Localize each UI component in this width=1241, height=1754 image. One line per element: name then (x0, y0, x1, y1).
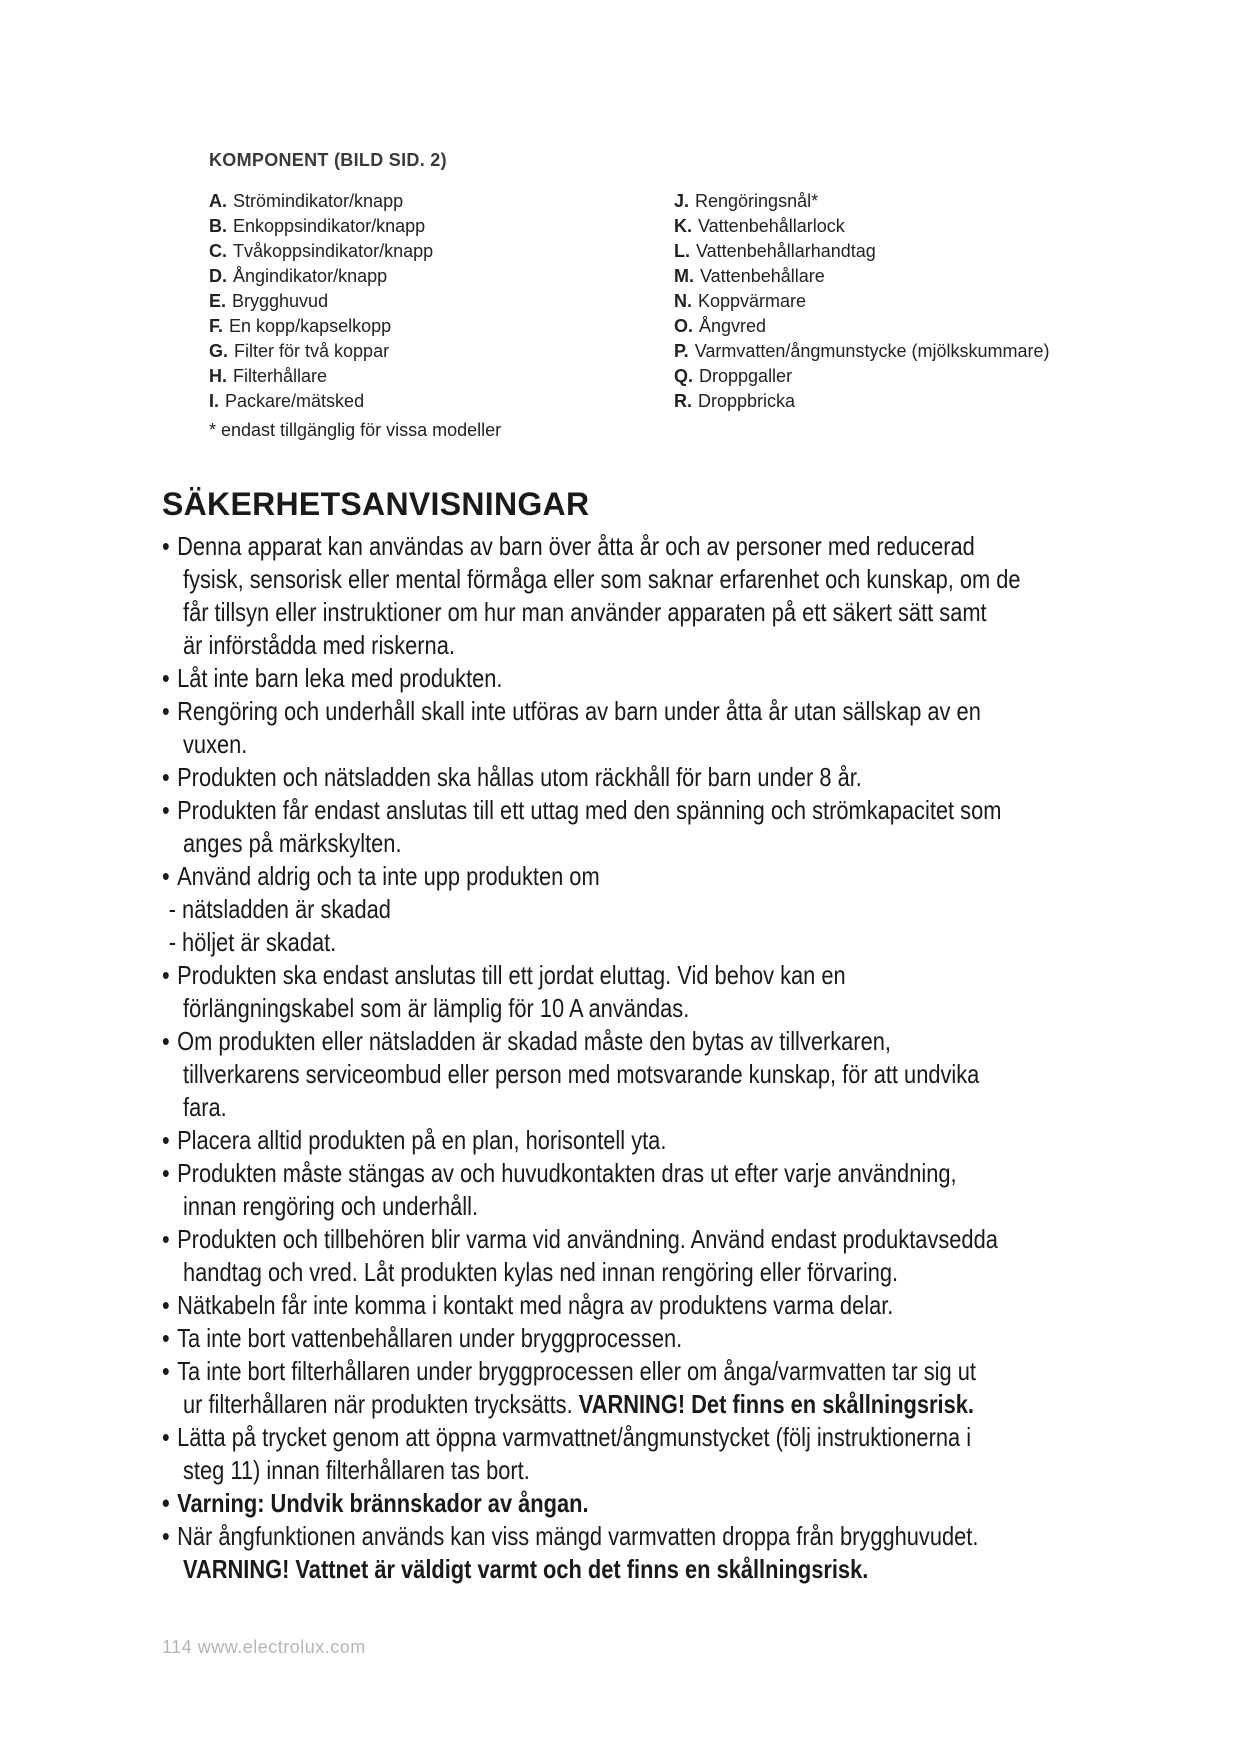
safety-line (162, 827, 968, 860)
bullet: • (162, 1521, 170, 1551)
safety-line (162, 1454, 968, 1487)
bullet: • (162, 795, 170, 825)
bullet: • (162, 1422, 170, 1452)
safety-text: Låt inte barn leka med produkten. (177, 663, 503, 693)
safety-text: Ta inte bort vattenbehållaren under bryggprocessen. (177, 1323, 683, 1353)
component-label: Droppbricka (698, 391, 796, 411)
component-item (209, 389, 433, 414)
component-label: Brygghuvud (232, 291, 329, 311)
safety-line (162, 728, 968, 761)
component-label: Rengöringsnål* (695, 191, 819, 211)
safety-text: fysisk, sensorisk eller mental förmåga eller som saknar erfarenhet och kunskap, om de (183, 564, 1021, 594)
component-item (209, 264, 433, 289)
safety-text: Lätta på trycket genom att öppna varmvattnet/ångmunstycket (följ instruktionerna i (177, 1422, 972, 1452)
component-label: Varmvatten/ångmunstycke (mjölkskummare) (694, 341, 1050, 361)
safety-text: Ta inte bort filterhållaren under bryggprocessen eller om ånga/varmvatten tar sig ut (177, 1356, 976, 1386)
safety-text: - nätsladden är skadad (168, 894, 391, 924)
component-item (209, 214, 433, 239)
safety-line (162, 1520, 979, 1553)
safety-text: vuxen. (183, 729, 248, 759)
safety-text: Produkten och nätsladden ska hållas utom räckhåll för barn under 8 år. (177, 762, 862, 792)
component-item (209, 339, 433, 364)
component-letter: Q. (674, 366, 694, 386)
safety-line (162, 1223, 998, 1256)
component-item (674, 239, 1049, 264)
safety-line (162, 596, 987, 629)
bullet: • (162, 1158, 170, 1188)
bullet: • (162, 1488, 170, 1518)
safety-line (162, 992, 968, 1025)
component-letter: E. (209, 291, 227, 311)
bullet: • (162, 663, 170, 693)
component-label: Vattenbehållare (700, 266, 825, 286)
safety-text: Produkten får endast anslutas till ett uttag med den spänning och strömkapacitet som (177, 795, 1002, 825)
safety-line (162, 1388, 974, 1421)
component-letter: F. (209, 316, 224, 336)
safety-line (162, 1190, 968, 1223)
safety-text: steg 11) innan filterhållaren tas bort. (183, 1455, 530, 1485)
safety-text: tillverkarens serviceombud eller person med motsvarande kunskap, för att undvika (183, 1059, 980, 1089)
safety-line (162, 1553, 968, 1586)
safety-text: innan rengöring och underhåll. (183, 1191, 479, 1221)
component-label: Filterhållare (233, 366, 328, 386)
component-item (209, 314, 433, 339)
component-letter: L. (674, 241, 690, 261)
safety-text: anges på märkskylten. (183, 828, 402, 858)
safety-text: fara. (183, 1092, 227, 1122)
safety-line (162, 629, 968, 662)
component-item (209, 239, 433, 264)
component-item (674, 339, 1049, 364)
component-item (674, 264, 1049, 289)
safety-line (162, 1421, 972, 1454)
bullet: • (162, 762, 170, 792)
component-label: Enkoppsindikator/knapp (233, 216, 426, 236)
bullet: • (162, 696, 170, 726)
safety-line (162, 761, 968, 794)
bullet: • (162, 861, 170, 891)
components-title: KOMPONENT (BILD SID. 2) (209, 150, 447, 170)
bullet: • (162, 1356, 170, 1386)
safety-line (162, 1355, 976, 1388)
bullet: • (162, 1224, 170, 1254)
safety-text: ur filterhållaren när produkten trycksätts. (183, 1389, 573, 1419)
safety-text: Produkten och tillbehören blir varma vid användning. Använd endast produktavsedda (177, 1224, 998, 1254)
warning-text: VARNING! Det finns en skållningsrisk. (578, 1389, 974, 1419)
component-item (674, 289, 1049, 314)
component-letter: K. (674, 216, 692, 236)
component-item (209, 189, 433, 214)
bullet: • (162, 1290, 170, 1320)
bullet: • (162, 1026, 170, 1056)
component-item (674, 189, 1049, 214)
component-label: Tvåkoppsindikator/knapp (233, 241, 434, 261)
safety-line (162, 1058, 980, 1091)
safety-text: är införstådda med riskerna. (183, 630, 455, 660)
safety-line (162, 1025, 968, 1058)
component-letter: P. (674, 341, 689, 361)
component-label: Droppgaller (699, 366, 793, 386)
component-label: Koppvärmare (698, 291, 807, 311)
component-label: Vattenbehållarlock (698, 216, 845, 236)
components-list-left (209, 189, 433, 414)
component-letter: R. (674, 391, 692, 411)
component-label: Filter för två koppar (234, 341, 390, 361)
safety-line (162, 926, 968, 959)
safety-line (162, 1289, 968, 1322)
safety-line (162, 860, 968, 893)
component-letter: B. (209, 216, 227, 236)
safety-text: - höljet är skadat. (168, 927, 337, 957)
safety-text: Nätkabeln får inte komma i kontakt med några av produktens varma delar. (177, 1290, 894, 1320)
safety-text: Denna apparat kan användas av barn över åtta år och av personer med reducerad (177, 531, 975, 561)
components-list-right (674, 189, 1049, 414)
safety-text: Använd aldrig och ta inte upp produkten om (177, 861, 600, 891)
component-label: Vattenbehållarhandtag (696, 241, 876, 261)
component-letter: C. (209, 241, 227, 261)
safety-line (162, 563, 1021, 596)
component-letter: M. (674, 266, 694, 286)
component-label: Ångvred (699, 316, 767, 336)
component-label: Packare/mätsked (225, 391, 365, 411)
safety-line (162, 1256, 968, 1289)
safety-line (162, 662, 968, 695)
component-letter: D. (209, 266, 227, 286)
safety-text: handtag och vred. Låt produkten kylas ned innan rengöring eller förvaring. (183, 1257, 899, 1287)
safety-text: får tillsyn eller instruktioner om hur man använder apparaten på ett säkert sätt samt (183, 597, 987, 627)
safety-text: När ångfunktionen används kan viss mängd varmvatten droppa från brygghuvudet. (177, 1521, 979, 1551)
safety-text: Produkten ska endast anslutas till ett jordat eluttag. Vid behov kan en (177, 960, 846, 990)
safety-text: förlängningskabel som är lämplig för 10 A användas. (183, 993, 690, 1023)
safety-text: Rengöring och underhåll skall inte utföras av barn under åtta år utan sällskap av en (177, 696, 981, 726)
safety-line (162, 1322, 968, 1355)
safety-text: Om produkten eller nätsladden är skadad måste den bytas av tillverkaren, (177, 1026, 891, 1056)
safety-text: Produkten måste stängas av och huvudkontakten dras ut efter varje användning, (177, 1158, 957, 1188)
safety-line (162, 959, 968, 992)
component-letter: O. (674, 316, 694, 336)
component-letter: G. (209, 341, 229, 361)
component-item (209, 289, 433, 314)
bullet: • (162, 1125, 170, 1155)
safety-line (162, 1124, 968, 1157)
page-footer: 114 www.electrolux.com (162, 1637, 366, 1657)
safety-line (162, 1091, 968, 1124)
component-label: Strömindikator/knapp (233, 191, 404, 211)
components-footnote: * endast tillgänglig för vissa modeller (209, 420, 502, 440)
component-item (209, 364, 433, 389)
bullet: • (162, 531, 170, 561)
component-letter: N. (674, 291, 692, 311)
safety-text: Placera alltid produkten på en plan, horisontell yta. (177, 1125, 667, 1155)
component-item (674, 389, 1049, 414)
component-letter: J. (674, 191, 690, 211)
component-letter: H. (209, 366, 227, 386)
safety-list (162, 530, 1122, 1586)
safety-line (162, 794, 1002, 827)
safety-line (162, 1157, 968, 1190)
safety-line (162, 530, 975, 563)
bullet: • (162, 1323, 170, 1353)
component-letter: I. (209, 391, 220, 411)
component-item (674, 214, 1049, 239)
component-item (674, 314, 1049, 339)
component-letter: A. (209, 191, 227, 211)
warning-text: Varning: Undvik brännskador av ångan. (177, 1488, 589, 1518)
safety-line (162, 893, 968, 926)
safety-line (162, 695, 981, 728)
safety-line (162, 1487, 968, 1520)
component-label: En kopp/kapselkopp (229, 316, 392, 336)
component-item (674, 364, 1049, 389)
safety-title: SÄKERHETSANVISNINGAR (162, 486, 590, 522)
bullet: • (162, 960, 170, 990)
component-label: Ångindikator/knapp (233, 266, 388, 286)
warning-text: VARNING! Vattnet är väldigt varmt och det finns en skållningsrisk. (183, 1554, 869, 1584)
